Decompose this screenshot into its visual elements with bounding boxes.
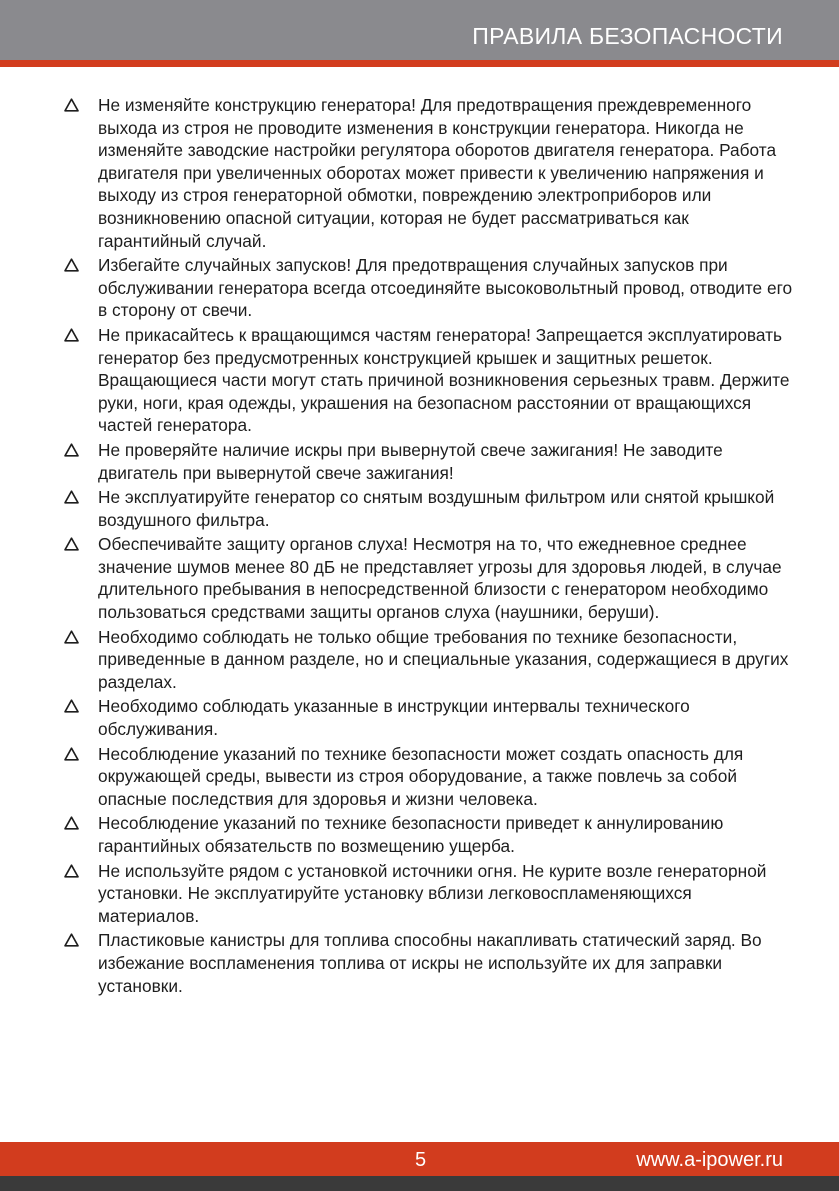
warning-triangle-icon <box>64 537 79 551</box>
list-item <box>64 533 794 623</box>
warning-triangle-icon <box>64 699 79 713</box>
warning-triangle-icon <box>64 747 79 761</box>
list-item-text: Избегайте случайных запусков! Для предотвращения случайных запусков при обслуживании генератора всегда отсоединяйте высоковольтный провод, отводите его в сторону от свечи. <box>98 255 793 321</box>
list-item-text: Не прикасайтесь к вращающимся частям генератора! Запрещается эксплуатировать генератор без предусмотренных конструкцией крышек и защитных решеток. Вращающиеся части могут стать причиной возникновения серьезных травм. Держите руки, ноги, края одежды, украшения на безопасном расстоянии от вращающихся частей генератора. <box>98 324 790 436</box>
list-item <box>64 254 794 322</box>
section-title: ПРАВИЛА БЕЗОПАСНОСТИ <box>472 23 783 49</box>
list-item-text: Обеспечивайте защиту органов слуха! Несмотря на то, что ежедневное среднее значение шумов менее 80 дБ не представляет угрозы для здоровья людей, в случае длительного пребывания в непосредственной близости с генератором необходимо пользоваться средствами защиты органов слуха (наушники, беруши). <box>98 534 782 623</box>
list-item <box>64 324 794 437</box>
list-item-text: Необходимо соблюдать не только общие требования по технике безопасности, приведенные в данном разделе, но и специальные указания, содержащиеся в других разделах. <box>98 626 789 692</box>
list-item-text: Несоблюдение указаний по технике безопасности приведет к аннулированию гарантийных обязательств по возмещению ущерба. <box>98 813 724 856</box>
warning-triangle-icon <box>64 630 79 644</box>
warning-triangle-icon <box>64 816 79 830</box>
warning-triangle-icon <box>64 443 79 457</box>
header-accent-stripe <box>0 60 839 67</box>
list-item-text: Пластиковые канистры для топлива способны накапливать статический заряд. Во избежание воспламенения топлива от искры не используйте их для заправки установки. <box>98 930 762 996</box>
list-item <box>64 486 794 531</box>
list-item-text: Необходимо соблюдать указанные в инструкции интервалы технического обслуживания. <box>98 696 690 740</box>
warning-triangle-icon <box>64 258 79 272</box>
list-item-text: Не проверяйте наличие искры при вывернутой свече зажигания! Не заводите двигатель при вывернутой свече зажигания! <box>98 439 723 483</box>
warning-triangle-icon <box>64 933 79 947</box>
list-item <box>64 929 794 997</box>
warning-triangle-icon <box>64 864 79 878</box>
list-item <box>64 860 794 928</box>
warning-triangle-icon <box>64 328 79 342</box>
list-item <box>64 94 794 252</box>
safety-rules-list <box>64 94 794 999</box>
list-item-text: Не используйте рядом с установкой источники огня. Не курите возле генераторной установки. Не эксплуатируйте установку вблизи легковоспламеняющихся материалов. <box>98 860 767 926</box>
list-item <box>64 626 794 694</box>
page-number: 5 <box>415 1149 427 1171</box>
footer-dark-strip <box>0 1176 839 1191</box>
warning-triangle-icon <box>64 490 79 504</box>
page-footer <box>0 1142 839 1176</box>
list-item <box>64 439 794 484</box>
list-item <box>64 812 794 857</box>
page-header <box>0 0 839 60</box>
list-item <box>64 695 794 740</box>
list-item-text: Не эксплуатируйте генератор со снятым воздушным фильтром или снятой крышкой воздушного фильтра. <box>98 487 775 530</box>
list-item-text: Не изменяйте конструкцию генератора! Для предотвращения преждевременного выхода из строя не проводите изменения в конструкции генератора. Никогда не изменяйте заводские настройки регулятора оборотов двигателя генератора. Работа двигателя при увеличенных оборотах может привести к увеличению напряжения и выходу из строя генераторной обмотки, повреждению электроприборов или возникновению опасной ситуации, которая не будет рассматриваться как гарантийный случай. <box>98 95 777 251</box>
list-item <box>64 743 794 811</box>
list-item-text: Несоблюдение указаний по технике безопасности может создать опасность для окружающей среды, вывести из строя оборудование, а также повлечь за собой опасные последствия для здоровья и жизни человека. <box>98 743 744 809</box>
website-link[interactable]: www.a-ipower.ru <box>636 1149 783 1171</box>
warning-triangle-icon <box>64 98 79 112</box>
